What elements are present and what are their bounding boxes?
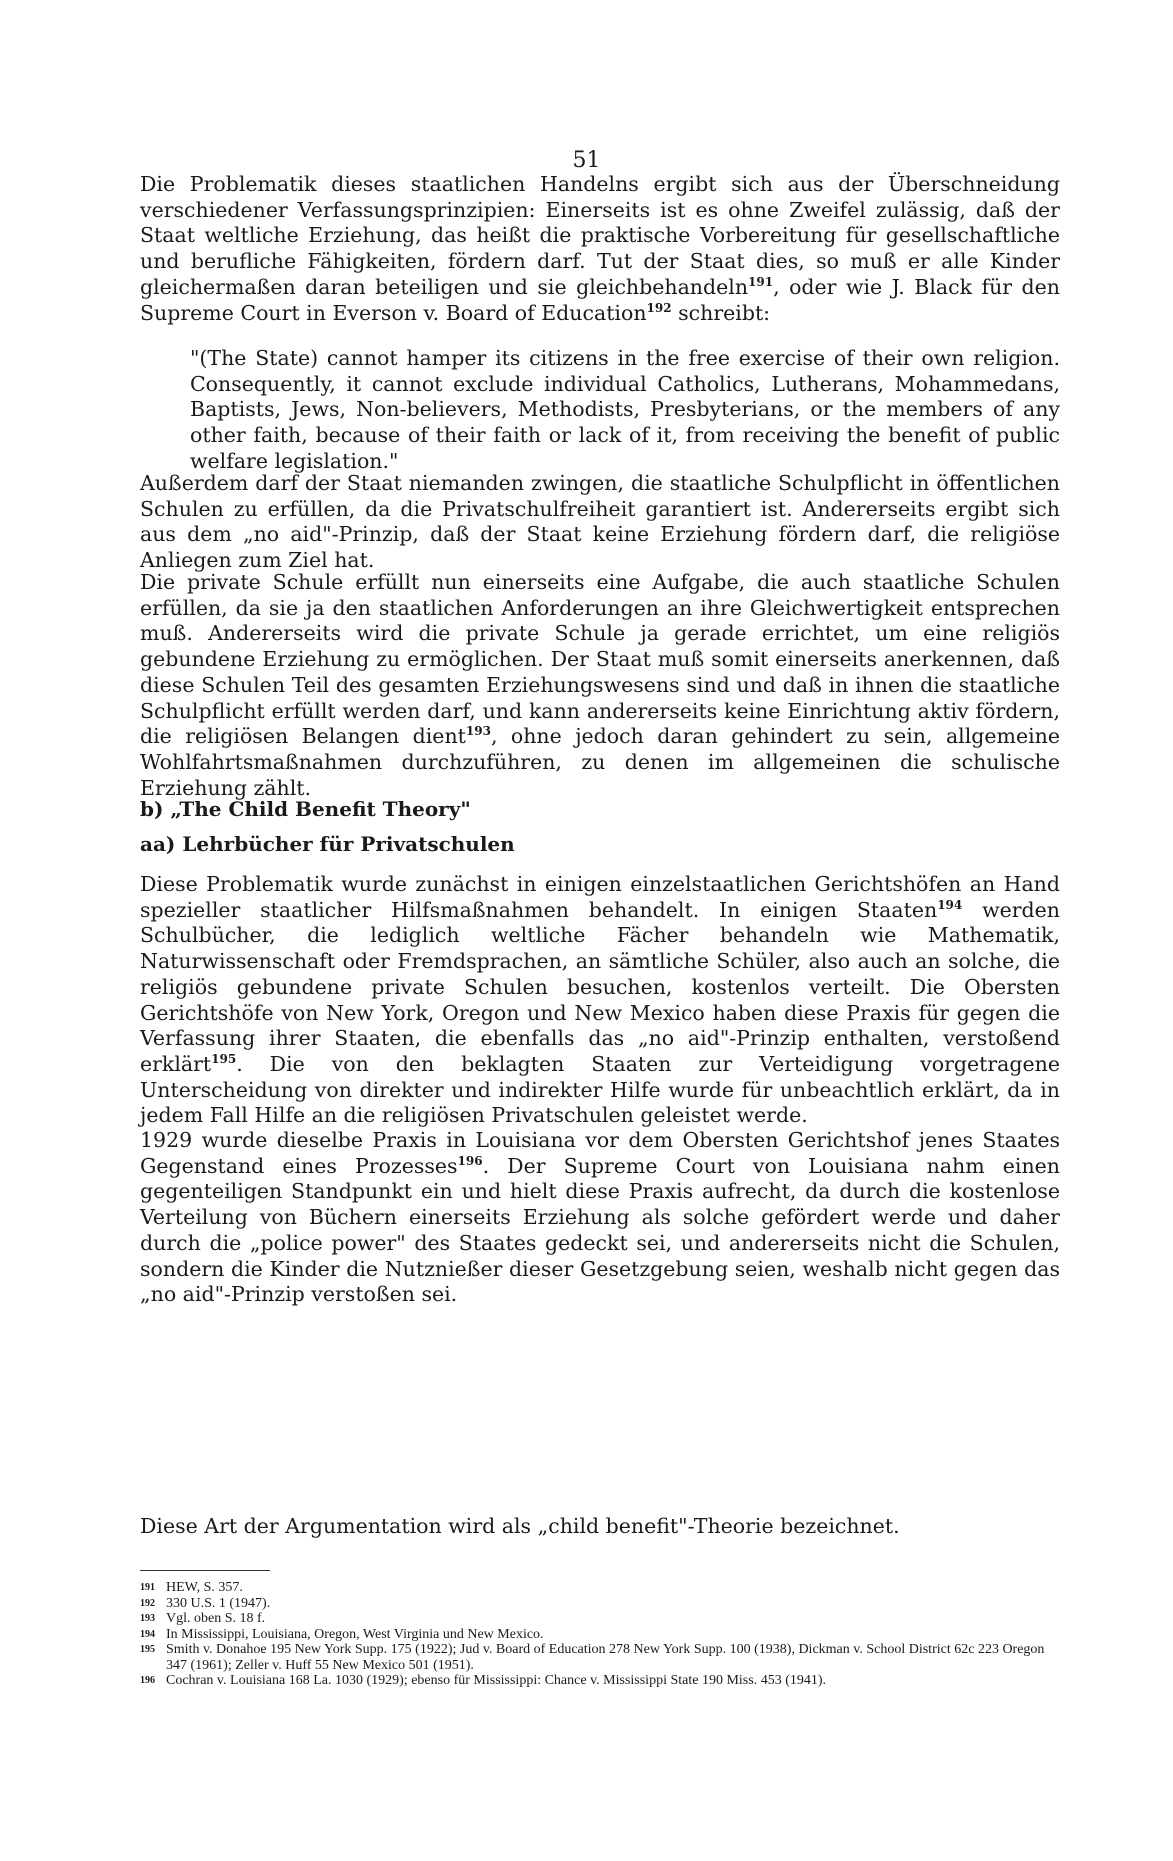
footnote-text: In Mississippi, Louisiana, Oregon, West Virginia und New Mexico.	[166, 1626, 544, 1642]
footnote	[140, 1596, 1060, 1612]
section-heading-aa: aa) Lehrbücher für Privatschulen	[140, 832, 515, 856]
footnote-text: 330 U.S. 1 (1947).	[166, 1595, 271, 1611]
footnote-ref-196[interactable]: 196	[457, 1153, 483, 1168]
footnote-ref-195[interactable]: 195	[211, 1052, 237, 1067]
footnote-mark: 194	[140, 1628, 155, 1640]
footnote-mark: 196	[140, 1675, 155, 1686]
footnote	[140, 1611, 1060, 1627]
paragraph-5: 1929 wurde dieselbe Praxis in Louisiana vor dem Obersten Gerichtshof jenes Staates Gegenstand eines Prozesses$^{196}$. Der Supreme Court von Louisiana nahm einen gegenteiligen Standpunkt ein und hielt diese Praxis aufrecht, da durch die kostenlose Verteilung von Büchern einerseits Erziehung als solche gefördert werde und daher durch die „police power" des Staates gedeckt sei, und andererseits nicht die Schulen, sondern die Kinder die Nutznießer dieser Gesetzgebung seien, weshalb nicht gegen das „no aid"-Prinzip verstoßen sei.	[140, 1128, 1060, 1307]
footnote	[140, 1642, 1060, 1673]
footnote-mark: 191	[140, 1582, 155, 1593]
footnote-divider	[140, 1570, 270, 1571]
footnote-mark: 195	[140, 1644, 155, 1655]
footnote-mark: 192	[140, 1597, 155, 1609]
footnote-text: Cochran v. Louisiana 168 La. 1030 (1929); ebenso für Mississippi: Chance v. Mississippi State 190 Miss. 453 (1941).	[166, 1673, 827, 1688]
footnote-text: Vgl. oben S. 18 f.	[166, 1611, 266, 1626]
footnote	[140, 1673, 1060, 1689]
paragraph-3: Die private Schule erfüllt nun einerseits eine Aufgabe, die auch staatliche Schulen erfüllen, da sie ja den staatlichen Anforderungen an ihre Gleichwertigkeit entsprechen muß. Andererseits wird die private Schule ja gerade errichtet, um eine religiös gebundene Erziehung zu ermöglichen. Der Staat muß somit einerseits anerkennen, daß diese Schulen Teil des gesamten Erziehungswesens sind und daß in ihnen die staatliche Schulpflicht erfüllt werden darf, und kann andererseits keine Einrichtung aktiv fördern, die religiösen Belangen dient$^{193}$, ohne jedoch daran gehindert zu sein, allgemeine Wohlfahrtsmaßnahmen durchzuführen, zu denen im allgemeinen die schulische Erziehung zählt.	[140, 570, 1060, 800]
footnote-ref-193[interactable]: 193	[465, 724, 491, 739]
footnote-text: HEW, S. 357.	[166, 1580, 243, 1595]
footnote-ref-192[interactable]: 192	[646, 300, 672, 315]
footnote-text: Smith v. Donahoe 195 New York Supp. 175 (1922); Jud v. Board of Education 278 New York Supp. 100 (1938), Dickman v. School District 62c 223 Oregon 347 (1961); Zeller v. Huff 55 New Mexico 501 (1951).	[166, 1642, 1045, 1673]
paragraph-6: Diese Art der Argumentation wird als „child benefit"-Theorie bezeichnet.	[140, 1514, 900, 1538]
footnote-mark: 193	[140, 1613, 155, 1624]
footnotes	[140, 1580, 1060, 1689]
section-heading-b: b) „The Child Benefit Theory"	[140, 797, 471, 821]
page-number: 51	[572, 148, 601, 173]
footnote-ref-191[interactable]: 191	[748, 274, 774, 289]
paragraph-2: Außerdem darf der Staat niemanden zwingen, die staatliche Schulpflicht in öffentlichen Schulen zu erfüllen, da die Privatschulfreiheit garantiert ist. Andererseits ergibt sich aus dem „no aid"-Prinzip, daß der Staat keine Erziehung fördern darf, die religiöse Anliegen zum Ziel hat.	[140, 471, 1060, 573]
footnote	[140, 1627, 1060, 1643]
paragraph-1: Die Problematik dieses staatlichen Handelns ergibt sich aus der Überschneidung verschiedener Verfassungsprinzipien: Einerseits ist es ohne Zweifel zulässig, daß der Staat weltliche Erziehung, das heißt die praktische Vorbereitung für gesellschaftliche und berufliche Fähigkeiten, fördern darf. Tut der Staat dies, so muß er alle Kinder gleichermaßen daran beteiligen und sie gleichbehandeln$^{191}$, oder wie J. Black für den Supreme Court in Everson v. Board of Education$^{192}$ schreibt:	[140, 172, 1060, 325]
paragraph-4: Diese Problematik wurde zunächst in einigen einzelstaatlichen Gerichtshöfen an Hand spezieller staatlicher Hilfsmaßnahmen behandelt. In einigen Staaten$^{194}$ werden Schulbücher, die lediglich weltliche Fächer behandeln wie Mathematik, Naturwissenschaft oder Fremdsprachen, an sämtliche Schüler, also auch an solche, die religiös gebundene private Schulen besuchen, kostenlos verteilt. Die Obersten Gerichtshöfe von New York, Oregon und New Mexico haben diese Praxis für gegen die Verfassung ihrer Staaten, die ebenfalls das „no aid"-Prinzip enthalten, verstoßend erklärt$^{195}$. Die von den beklagten Staaten zur Verteidigung vorgetragene Unterscheidung von direkter und indirekter Hilfe wurde für unbeachtlich erklärt, da in jedem Fall Hilfe an die religiösen Privatschulen geleistet werde.	[140, 872, 1061, 1128]
footnote	[140, 1580, 1060, 1596]
block-quote: "(The State) cannot hamper its citizens in the free exercise of their own religion. Consequently, it cannot exclude individual Catholics, Lutherans, Mohammedans, Baptists, Jews, Non-believers, Methodists, Presbyterians, or the members of any other faith, because of their faith or lack of it, from receiving the benefit of public welfare legislation."	[190, 346, 1060, 473]
footnote-ref-194[interactable]: 194	[937, 897, 963, 912]
